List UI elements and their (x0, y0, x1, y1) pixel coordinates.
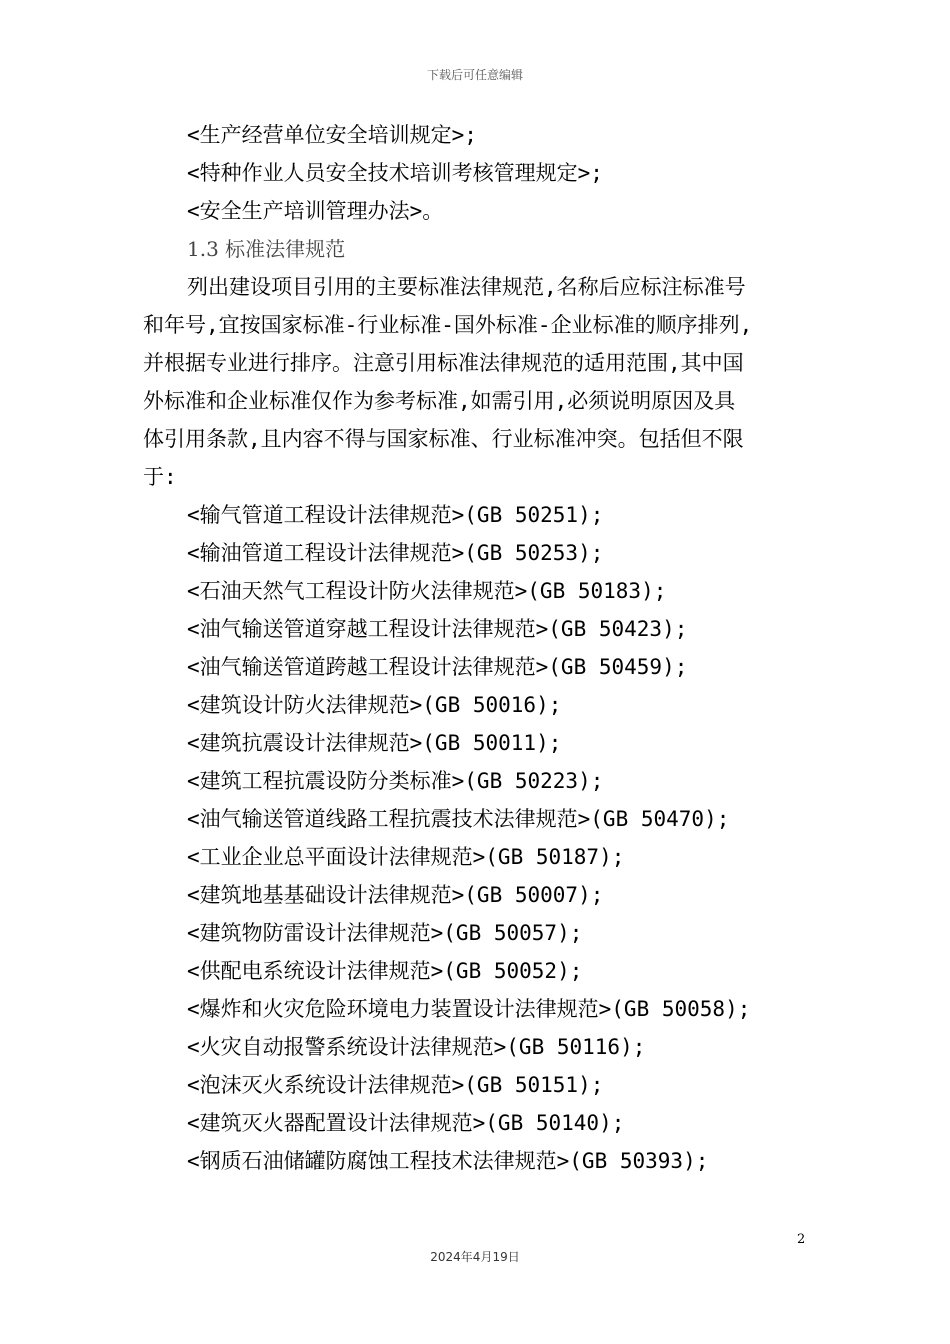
standard-item: <爆炸和火灾危险环境电力装置设计法律规范>(GB 50058); (187, 997, 751, 1021)
standard-item: <建筑抗震设计法律规范>(GB 50011); (187, 731, 562, 755)
paragraph-line: 并根据专业进行排序。注意引用标准法律规范的适用范围,其中国 (143, 351, 744, 375)
regulation-item: <特种作业人员安全技术培训考核管理规定>; (187, 161, 603, 185)
standard-item: <油气输送管道线路工程抗震技术法律规范>(GB 50470); (187, 807, 730, 831)
standard-item: <钢质石油储罐防腐蚀工程技术法律规范>(GB 50393); (187, 1149, 709, 1173)
standards-list (143, 496, 807, 1180)
standard-item: <工业企业总平面设计法律规范>(GB 50187); (187, 845, 625, 869)
standard-item: <油气输送管道跨越工程设计法律规范>(GB 50459); (187, 655, 688, 679)
standard-item: <建筑灭火器配置设计法律规范>(GB 50140); (187, 1111, 625, 1135)
standard-item: <泡沫灭火系统设计法律规范>(GB 50151); (187, 1073, 604, 1097)
standard-item: <供配电系统设计法律规范>(GB 50052); (187, 959, 583, 983)
paragraph-line: 列出建设项目引用的主要标准法律规范,名称后应标注标准号 (187, 275, 746, 299)
standard-item: <石油天然气工程设计防火法律规范>(GB 50183); (187, 579, 667, 603)
standard-item: <建筑物防雷设计法律规范>(GB 50057); (187, 921, 583, 945)
page-header: 下载后可任意编辑 (426, 68, 523, 82)
document-body (143, 116, 807, 1180)
paragraph-line: 外标准和企业标准仅作为参考标准,如需引用,必须说明原因及具 (143, 389, 736, 413)
intro-paragraph (143, 268, 807, 496)
paragraph-line: 于: (143, 465, 177, 489)
standard-item: <建筑设计防火法律规范>(GB 50016); (187, 693, 562, 717)
standard-item: <火灾自动报警系统设计法律规范>(GB 50116); (187, 1035, 646, 1059)
page-number: 2 (797, 1232, 806, 1247)
page-footer-date: 2024年4月19日 (430, 1250, 520, 1264)
standard-item: <油气输送管道穿越工程设计法律规范>(GB 50423); (187, 617, 688, 641)
paragraph-line: 体引用条款,且内容不得与国家标准、行业标准冲突。包括但不限 (143, 427, 744, 451)
standard-item: <输油管道工程设计法律规范>(GB 50253); (187, 541, 604, 565)
paragraph-line: 和年号,宜按国家标准-行业标准-国外标准-企业标准的顺序排列, (143, 313, 753, 337)
regulation-item: <生产经营单位安全培训规定>; (187, 123, 477, 147)
section-heading: 1.3 标准法律规范 (187, 237, 346, 261)
standard-item: <输气管道工程设计法律规范>(GB 50251); (187, 503, 604, 527)
regulation-item: <安全生产培训管理办法>。 (187, 199, 444, 223)
standard-item: <建筑工程抗震设防分类标准>(GB 50223); (187, 769, 604, 793)
standard-item: <建筑地基基础设计法律规范>(GB 50007); (187, 883, 604, 907)
